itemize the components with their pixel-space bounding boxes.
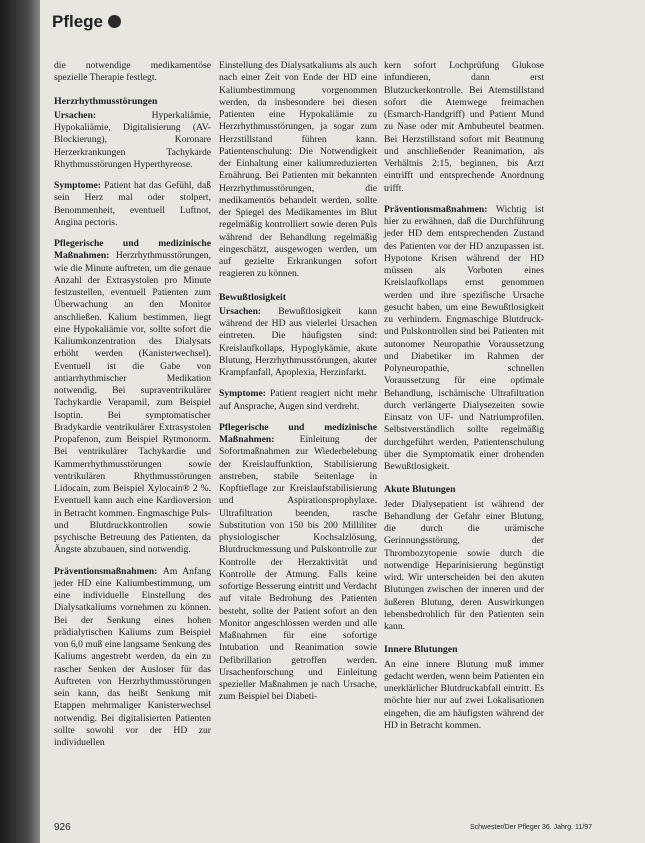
- paragraph-lead: Ursachen:: [219, 305, 279, 317]
- page-header: [52, 12, 121, 32]
- section-heading: Innere Blutungen: [384, 644, 458, 656]
- paragraph-text: An eine innere Blutung muß immer gedacht werden, wenn beim Patienten ein unerklärlicher Blutdruckabfall eintritt. Es möchte hier nur auf zwei Lokalisationen eingehen, die am häufigsten während der HD in Betracht kommen.: [384, 658, 544, 731]
- paragraph: [219, 306, 377, 380]
- paragraph-text: kern sofort Lochprüfung Glukose infundieren, dann erst Blutzuckerkontrolle. Bei Atemstillstand sofort die Atemwege freimachen (Esmarch-Handgriff) und Patient Mund zu Nase oder mit Ambubeutel beatmen. Bei Herzstillstand sofort mit Beatmung und anschließender Reanimation, als Verhältnis 2:15, beginnen, bis Arzt eintrifft und entsprechende Anordnung trifft.: [384, 60, 544, 194]
- paragraph: [384, 659, 544, 733]
- section-dot-icon: [108, 15, 121, 28]
- paragraph-text: die notwendige medikamentöse spezielle Therapie festlegt.: [54, 60, 211, 84]
- paragraph-text: Wichtig ist hier zu erwähnen, daß die Durchführung jeder HD dem entsprechenden Zustand des Patienten vor der HD anzupassen ist. Hypotone Krisen während der HD müssen als Vorboten eines Kreislaufkollaps ernst genommen werden und ihre spezifische Ursache gesucht haben, um eine Bewußtlosigkeit zu verhindern. Engmaschige Blutdruck- und Pulskontrollen sind bei Patienten mit autonomer Neuropathie Voraussetzung und Diabetiker im Rahmen der Polyneuropathie, schnellen Voraussetzung für eine optimale Behandlung, ischämische Ultrafiltration durch verlängerte Dialysezeiten sowie Einsatz von UF- und Natriumprofilen. Selbstverständlich sollte regelmäßig durchgeführt werden, Patientenschulung über die Symptomatik einer drohenden Bewußtlosigkeit.: [384, 203, 544, 472]
- paragraph: [54, 238, 211, 557]
- text-column-1: [54, 60, 211, 758]
- paragraph: [384, 499, 544, 634]
- paragraph-text: Am Anfang jeder HD eine Kaliumbestimmung, um eine individuelle Einstellung des Dialysatkaliums vornehmen zu können. Bei der Senkung eines hohen prädialytischen Kaliums zum Beispiel von 6,0 muß eine langsame Senkung des Kaliums angestrebt werden, da ein zu rascher Senken der Ausloser für das Auftreten von Herzrhythmusstörungen sein kann, das heißt Senkung mit Etappen mehrmaliger Kanisterwechsel notwendig. Bei digitalisierten Patienten sollte sowohl vor der HD zur individuellen: [54, 565, 211, 748]
- section-heading: Bewußtlosigkeit: [219, 291, 286, 303]
- paragraph: [384, 60, 544, 195]
- paragraph: [219, 388, 377, 413]
- paragraph: [54, 566, 211, 750]
- paragraph-text: Hyperkaliämie, Hypokaliämie, Digitalisierung (AV-Blockierung), Koronare Herzerkrankungen Tachykarde Rhythmusstörungen Hyperthyreose.: [54, 109, 211, 170]
- paragraph-lead: Ursachen:: [54, 109, 152, 121]
- journal-reference: Schwester/Der Pfleger 36. Jahrg. 11/97: [470, 824, 593, 831]
- paragraph-lead: Symptome:: [54, 180, 105, 191]
- paragraph-text: Herzrhythmusstörungen, wie die Minute auftreten, um die genaue Anzahl der Extrasystolen pro Minute festzustellen, eventuell Patienten zum Überwachung an den Monitor anschließen. Kalium bestimmen, liegt eine Hypokaliämie vor, sollte sofort die Kaliumkonzentration des Dialysats erhöht werden (Kanisterwechsel). Eventuell ist die Gabe von antiarrhythmischer Medikation notwendig. Bei supraventrikulärer Tachykardie Verapamil, zum Beispiel Isoptin. Bei symptomatischer Bradykardie ventrikulärer Extrasystolen Propafenon, zum Beispiel Rytmonorm. Bei ventrikulärer Tachykardie und Kammerrhythmusstörungen sowie ventrikulären Rhythmusstörungen Lidocain, zum Beispiel Xylocain® 2 %. Eventuell kann auch eine Kardioversion in Betracht kommen. Engmaschige Puls- und Blutdruckkontrollen sowie psychische Betreuung des Patienten, da Ängste abzubauen, sind notwendig.: [54, 250, 211, 556]
- section-heading: Herzrhythmusstörungen: [54, 95, 158, 107]
- paragraph-text: Bewußtlosigkeit kann während der HD aus vielerlei Ursachen eintreten. Die häufigsten sind: Kreislaufkollaps, Hypoglykämie, akute Blutung, Herzrhythmusstörungen, akuter Krampfanfall, Apoplexia, Herzinfarkt.: [219, 305, 377, 378]
- paragraph-lead: Pflegerische und medizinische Maßnahmen:: [54, 238, 211, 262]
- paragraph: [54, 60, 211, 85]
- paragraph-text: Jeder Dialysepatient ist während der Behandlung der Gefahr einer Blutung, die durch die urämische Gerinnungsstörung, der Thrombozytopenie sowie durch die notwendige Heparinisierung begünstigt wird. Wir unterscheiden bei den akuten Blutungen zwischen der inneren und der äußeren Blutung, deren Auswirkungen lebensbedrohlich für den Patienten sein kann.: [384, 498, 544, 632]
- paragraph-lead: Präventionsmaßnahmen:: [384, 203, 496, 215]
- paragraph: [54, 180, 211, 229]
- paragraph-text: Patient hat das Gefühl, daß sein Herz mal oder stolpert, Benommenheit, eventuell Luftnot, Angina pectoris.: [54, 180, 211, 228]
- paragraph: [219, 422, 377, 704]
- paragraph-lead: Pflegerische und medizinische Maßnahmen:: [219, 421, 377, 445]
- paragraph-text: Einleitung der Sofortmaßnahmen zur Wiederbelebung der Kreislauffunktion, Stabilisierung anstreben, stabile Seitenlage in Kopftieflage zur Kreislaufstabilisierung und Aspirationsprophylaxe. Ultrafiltration beenden, rasche Substitution von 150 bis 200 Milliliter physiologischer Kochsalzlösung, Blutdruckmessung und Pulskontrolle zur Kontrolle der Herzaktivität und Kontrolle der Atmung. Falls keine sofortige Besserung eintritt und Verdacht auf vitale Bedrohung des Patienten besteht, sollte der Patient sofort an den Monitor angeschlossen werden und alle Maßnahmen für eine sofortige Intubation und Reanimation sowie Defibrillation getroffen werden. Ursachenforschung und Einleitung spezieller Maßnahmen je nach Ursache, zum Beispiel bei Diabeti-: [219, 434, 377, 703]
- text-column-3: [384, 60, 544, 741]
- paragraph-lead: Präventionsmaßnahmen:: [54, 565, 163, 577]
- page-number: 926: [54, 822, 71, 833]
- section-title: Pflege: [52, 12, 104, 31]
- paragraph-text: Patient reagiert nicht mehr auf Ansprache, Augen sind verdreht.: [219, 388, 377, 412]
- paragraph: [384, 204, 544, 474]
- text-column-2: [219, 60, 377, 713]
- paragraph: [54, 110, 211, 171]
- paragraph-text: Einstellung des Dialysatkaliums als auch nach einer Zeit von Ende der HD eine Kaliumbestimmung vorgenommen werden, da insbesondere bei diesen Patienten eine Hypokaliämie zu Herzrhythmusstörungen, ja sogar zum Herzstillstand führen kann. Patientenschulung: Die Notwendigkeit der Einhaltung einer kaliumreduzierten Ernährung. Bei Patienten mit bekannten Herzrhythmusstörungen, die medikamentös behandelt werden, sollte der Spiegel des Medikamentes im Blut regelmäßig kontrolliert sowie deren Puls während der Behandlung regelmäßig eingeschätzt, ausgewogen werden, um auf gezielte Erkrankungen sofort reagieren zu können.: [219, 60, 377, 280]
- paragraph-lead: Symptome:: [219, 388, 270, 400]
- section-heading: Akute Blutungen: [384, 484, 456, 496]
- book-spine-shadow: [0, 0, 40, 843]
- paragraph: [219, 60, 377, 281]
